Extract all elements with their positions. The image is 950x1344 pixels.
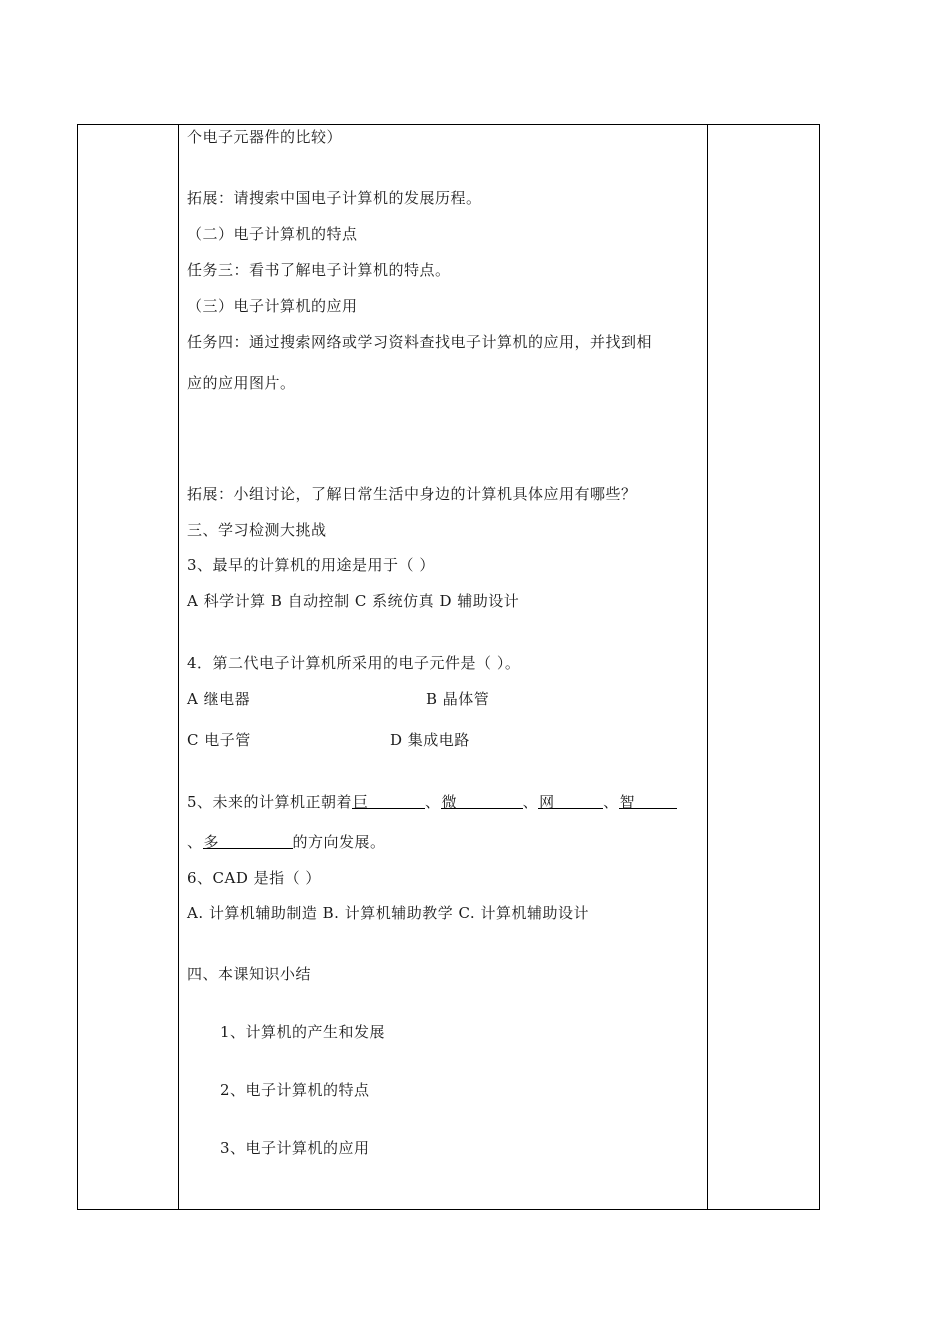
summary-title: 四、本课知识小结 [187, 965, 312, 983]
summary-item: 2、电子计算机的特点 [220, 1081, 370, 1099]
fill-blank: 微 [441, 792, 523, 809]
section-heading: （二）电子计算机的特点 [187, 225, 358, 243]
summary-item: 1、计算机的产生和发展 [220, 1023, 386, 1041]
text-line: 应的应用图片。 [187, 374, 296, 392]
fill-blank: 多 [203, 832, 293, 849]
question-5-line-1 [187, 792, 677, 812]
question-4-option-a: A 继电器 [187, 690, 251, 708]
question-5-prefix: 5、未来的计算机正朝着 [187, 793, 353, 811]
section-heading: 三、学习检测大挑战 [187, 521, 327, 539]
task-line: 任务三：看书了解电子计算机的特点。 [187, 261, 451, 279]
question-4-option-b: B 晶体管 [426, 690, 490, 708]
text-line: 拓展：请搜索中国电子计算机的发展历程。 [187, 189, 482, 207]
question-4-option-c: C 电子管 [187, 731, 251, 749]
table-column-divider-right [707, 124, 708, 1210]
text-line: 拓展：小组讨论，了解日常生活中身边的计算机具体应用有哪些？ [187, 485, 637, 503]
separator: 、 [522, 793, 539, 811]
question-5-suffix: 的方向发展。 [292, 833, 386, 851]
separator: 、 [603, 793, 619, 811]
separator: 、 [425, 793, 441, 811]
question-6-options: A. 计算机辅助制造 B. 计算机辅助教学 C. 计算机辅助设计 [187, 904, 589, 922]
section-heading: （三）电子计算机的应用 [187, 297, 358, 315]
table-column-divider-left [178, 124, 179, 1210]
question-5-line-2 [187, 832, 386, 852]
summary-item: 3、电子计算机的应用 [220, 1139, 370, 1157]
separator: 、 [187, 833, 203, 851]
fill-blank: 巨 [352, 792, 425, 809]
question-3-options: A 科学计算 B 自动控制 C 系统仿真 D 辅助设计 [187, 592, 520, 610]
question-6-stem: 6、CAD 是指（ ） [187, 869, 321, 887]
text-line: 个电子元器件的比较） [187, 128, 343, 146]
question-4-stem: 4．第二代电子计算机所采用的电子元件是（ ）。 [187, 654, 521, 672]
task-line: 任务四：通过搜索网络或学习资料查找电子计算机的应用，并找到相 [187, 333, 653, 351]
question-3-stem: 3、最早的计算机的用途是用于（ ） [187, 556, 435, 574]
fill-blank: 智 [619, 792, 677, 809]
question-4-option-d: D 集成电路 [390, 731, 470, 749]
fill-blank: 网 [538, 792, 603, 809]
